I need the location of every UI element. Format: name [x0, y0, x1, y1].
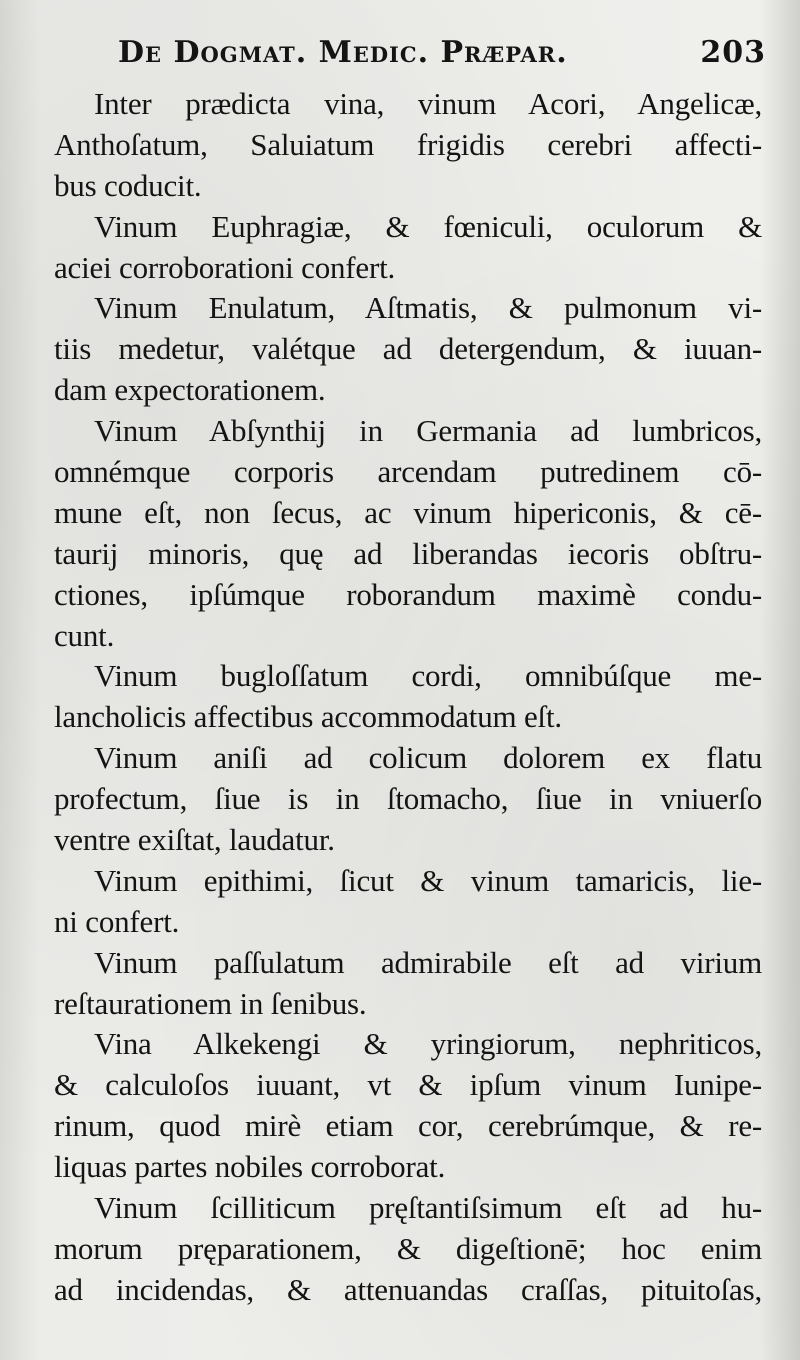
text-line: Vinum bugloſſatum cordi, omnibúſque me-: [94, 658, 762, 694]
text-line: bus coducit.: [54, 167, 202, 203]
text-line: profectum, ſiue is in ſtomacho, ſiue in vniuerſo: [54, 781, 762, 817]
text-line: ad incidendas, & attenuandas craſſas, pituitoſas,: [54, 1271, 762, 1307]
text-line: Vinum paſſulatum admirabile eſt ad virium: [94, 944, 762, 980]
text-line: Vinum ſcilliticum pręſtantiſsimum eſt ad hu-: [94, 1190, 762, 1226]
page-number: 203: [700, 34, 766, 70]
text-line: morum pręparationem, & digeſtionē; hoc enim: [54, 1230, 762, 1266]
text-line: Vinum aniſi ad colicum dolorem ex flatu: [94, 740, 762, 776]
body-text: [54, 84, 762, 1311]
text-line: aciei corroborationi confert.: [54, 249, 396, 285]
text-line: cunt.: [54, 617, 115, 653]
text-line: omnémque corporis arcendam putredinem cō-: [54, 454, 762, 490]
text-line: Vinum epithimi, ſicut & vinum tamaricis, lie-: [94, 862, 762, 898]
text-line: taurij minoris, quę ad liberandas iecoris obſtru-: [54, 535, 762, 571]
text-line: tiis medetur, valétque ad detergendum, & iuuan-: [54, 331, 762, 367]
text-line: Vinum Euphragiæ, & fœniculi, oculorum &: [94, 208, 762, 244]
text-line: Inter prædicta vina, vinum Acori, Angelicæ,: [94, 86, 762, 121]
text-line: ni confert.: [54, 903, 180, 939]
text-line: Vina Alkekengi & yringiorum, nephriticos,: [94, 1026, 762, 1062]
running-head: [118, 30, 766, 74]
running-title: De Dogmat. Medic. Præpar.: [118, 34, 568, 70]
text-line: ventre exiſtat, laudatur.: [54, 822, 335, 858]
text-line: mune eſt, non ſecus, ac vinum hipericonis, & cē-: [54, 494, 762, 530]
text-line: liquas partes nobiles corroborat.: [54, 1149, 446, 1185]
text-line: & calculoſos iuuant, vt & ipſum vinum Iunipe-: [54, 1067, 762, 1103]
text-line: reſtaurationem in ſenibus.: [54, 985, 367, 1021]
text-line: ctiones, ipſúmque roborandum maximè condu-: [54, 576, 762, 612]
text-line: Anthoſatum, Saluiatum frigidis cerebri affecti-: [54, 126, 762, 162]
text-line: Vinum Enulatum, Aſtmatis, & pulmonum vi-: [94, 290, 762, 326]
text-line: dam expectorationem.: [54, 372, 326, 408]
text-line: rinum, quod mirè etiam cor, cerebrúmque, & re-: [54, 1108, 762, 1144]
text-line: Vinum Abſynthij in Germania ad lumbricos,: [94, 413, 762, 449]
text-line: lancholicis affectibus accommodatum eſt.: [54, 699, 562, 735]
